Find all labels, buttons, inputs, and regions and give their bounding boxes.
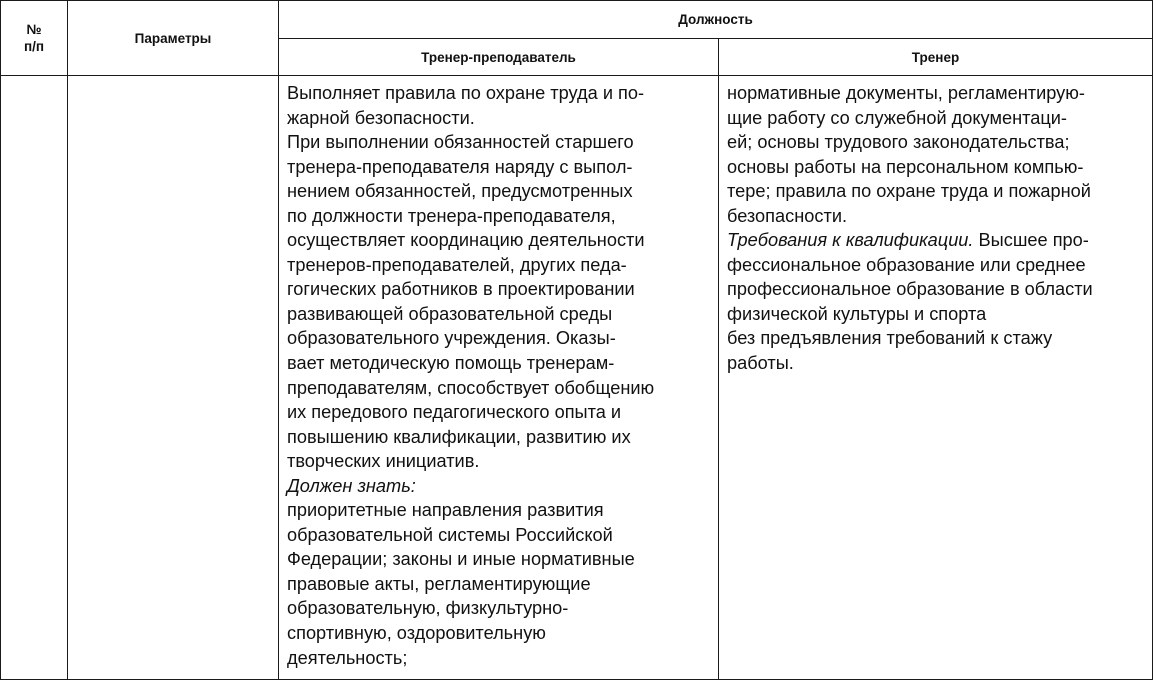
text-line: нормативные документы, регламентирую- [727,83,1085,103]
text-line: щие работу со служебной документаци- [727,107,1067,128]
text-line: фессиональное образование или среднее [727,254,1086,275]
text-line: тренера-преподавателя наряду с выпол- [287,156,633,177]
text-line: При выполнении обязанностей старшего [287,132,634,153]
text-line: вает методическую помощь тренерам- [287,353,615,374]
text-line: жарной безопасности. [287,107,475,128]
text-line: по должности тренера-преподавателя, [287,205,616,226]
header-num [1,1,68,76]
text-line: работы. [727,353,794,374]
text-line: образовательную, физкультурно- [287,598,569,619]
text-line: тере; правила по охране труда и пожарной [727,181,1091,202]
text-line: творческих инициатив. [287,451,480,472]
header-params: Параметры [68,1,279,76]
text-line: повышению квалификации, развитию их [287,426,631,447]
text-line: развивающей образовательной среды [287,303,613,324]
text-line: ей; основы трудового законодательства; [727,132,1070,153]
text-line: физической культуры и спорта [727,303,987,324]
text-line: их передового педагогического опыта и [287,402,622,423]
text-line: без предъявления требований к стажу [727,328,1053,349]
cell-trainer-teacher [279,76,719,680]
table-row [1,76,1153,680]
text-line: образовательного учреждения. Оказы- [287,328,616,349]
text-line: Выполняет правила по охране труда и по- [287,83,645,103]
text-line: осуществляет координацию деятельности [287,230,645,251]
text-line: преподавателям, способствует обобщению [287,377,655,398]
header-trainer: Тренер [719,39,1153,76]
trainer-teacher-text [287,81,712,670]
header-num-symbol: № [26,22,42,37]
text-line: приоритетные направления развития [287,500,604,521]
cell-params [68,76,279,680]
text-rest: Высшее про- [973,230,1089,251]
text-line: гогических работников в проектировании [287,279,635,300]
text-line: деятельность; [287,647,408,668]
trainer-text [727,81,1146,376]
text-line: нением обязанностей, предусмотренных [287,181,633,202]
cell-trainer [719,76,1153,680]
text-line: образовательной системы Российской [287,524,613,545]
header-trainer-teacher: Тренер-преподаватель [279,39,719,76]
text-line: правовые акты, регламентирующие [287,573,591,594]
header-row-top [1,1,1153,39]
text-line [727,228,1146,253]
cell-num [1,76,68,680]
header-position: Должность [279,1,1153,39]
text-line: профессиональное образование в области [727,279,1093,300]
header-num-abbr: п/п [23,39,45,54]
italic-heading: Требования к квалификации. [727,230,974,251]
text-line: спортивную, оздоровительную [287,623,546,644]
text-line: Должен знать: [287,475,416,496]
text-line: основы работы на персональном компью- [727,156,1084,177]
text-line: безопасности. [727,205,848,226]
text-line: Федерации; законы и иные нормативные [287,549,635,570]
text-line: тренеров-преподавателей, других педа- [287,254,627,275]
